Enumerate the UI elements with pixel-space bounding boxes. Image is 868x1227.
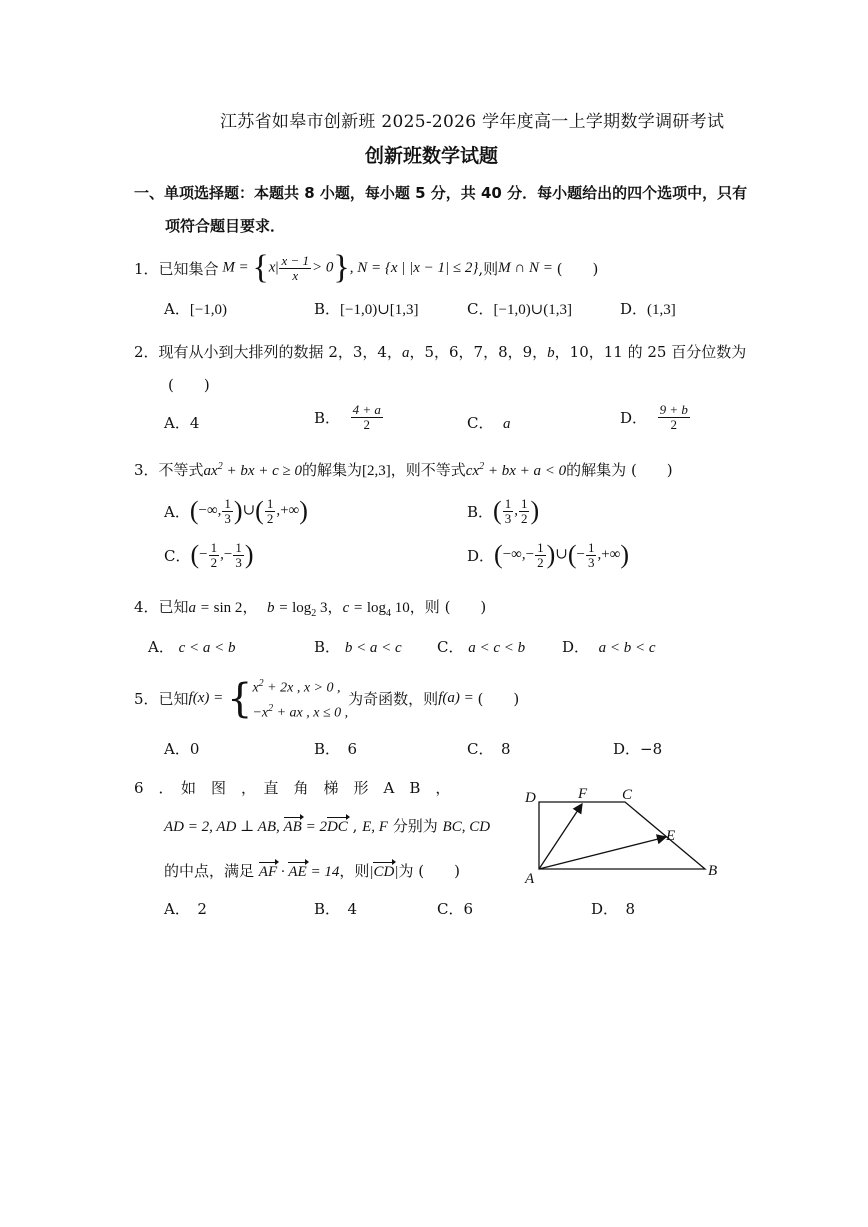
- q1-set-n: , N = {x | |x − 1| ≤ 2}: [349, 259, 479, 276]
- exam-title: 江苏省如皋市创新班 2025-2026 学年度高一上学期数学调研考试: [220, 112, 725, 132]
- q4-option-a: A． c < a < b: [148, 638, 236, 656]
- q1-intersection: M ∩ N =: [498, 259, 557, 276]
- q3-option-c: C． (− $\frac{1}{2}$ ,− $\frac{1}{3}$ ): [164, 539, 254, 570]
- question-5: 5．已知 f(x) = { $x^2 + 2x$ , x > 0 , $-x^2$ + ax , x ≤ 0 , 为奇函数，则 f(a) = ( ): [134, 675, 520, 722]
- label-f: F: [578, 786, 588, 802]
- question-6-line3: 的中点，满足 AF · AE = 14，则|CD|为 ( ): [164, 862, 460, 880]
- q1-tail: ,则: [478, 259, 499, 278]
- q3-option-d: D． (−∞,− $\frac{1}{2}$ )∪(− $\frac{1}{3}$ ,+∞): [467, 539, 630, 570]
- label-b: B: [708, 863, 718, 879]
- q5-option-d: D．−8: [613, 740, 663, 758]
- q2-option-d: D． $\frac{9 + b}{2}$: [620, 402, 688, 432]
- q1-option-d: D．(1,3]: [620, 300, 676, 318]
- q1-option-c: C．[−1,0)∪(1,3]: [467, 300, 572, 318]
- q6-option-a: A． 2: [164, 900, 207, 918]
- label-d: D: [525, 790, 536, 806]
- q4-option-c: C． a < c < b: [437, 638, 526, 656]
- question-1: [134, 250, 598, 286]
- q2-paren: ( ): [168, 376, 210, 394]
- question-4: 4．已知a = sin 2， $b = \log_2 3$，$c = \log_4 10$，则 ( ): [134, 598, 487, 619]
- q5-option-a: A．0: [164, 740, 200, 758]
- label-a: A: [525, 871, 535, 887]
- q2-option-b: B． $\frac{4 + a}{2}$: [314, 402, 381, 432]
- q4-option-d: D． a < b < c: [562, 638, 656, 656]
- q4-option-b: B． b < a < c: [314, 638, 402, 656]
- question-2: 2．现有从小到大排列的数据 2，3，4，a，5，6，7，8，9，b，10，11 的 25 百分位数为: [134, 343, 747, 361]
- trapezoid-outline: [539, 802, 705, 869]
- q5-option-b: B． 6: [314, 740, 358, 758]
- q1-option-b: B．[−1,0)∪[1,3]: [314, 300, 419, 318]
- vector-ae: [539, 837, 666, 869]
- label-c: C: [622, 787, 633, 803]
- q6-option-b: B． 4: [314, 900, 358, 918]
- q1-paren: ( ): [556, 259, 599, 278]
- page-subtitle: 创新班数学试题: [365, 145, 499, 167]
- trapezoid-figure: [515, 782, 735, 887]
- question-6-line1: 6 ． 如 图 ， 直 角 梯 形 A B ，: [134, 779, 451, 797]
- section-heading-cont: 项符合题目要求．: [165, 217, 286, 235]
- q2-option-c: C． a: [467, 414, 511, 432]
- section-heading: 一、单项选择题：本题共 8 小题，每小题 5 分，共 40 分．每小题给出的四个选项中，只有: [134, 184, 748, 202]
- q5-option-c: C． 8: [467, 740, 511, 758]
- q1-lead: 已知集合: [158, 259, 219, 278]
- question-3: 3．不等式$ax^2$ + bx + c ≥ 0的解集为[2,3]，则不等式$cx^2$ + bx + a < 0的解集为 ( ): [134, 461, 673, 479]
- q6-option-d: D． 8: [591, 900, 636, 918]
- q3-option-b: B． ( $\frac{1}{3}$ , $\frac{1}{2}$ ): [467, 495, 540, 526]
- q3-option-a: A． (−∞, $\frac{1}{3}$ )∪( $\frac{1}{2}$ ,+∞): [164, 495, 308, 526]
- q1-number: 1．: [134, 259, 159, 278]
- question-6-line2: AD = 2, AD ⊥ AB, AB = 2DC , E, F 分别为 BC, CD: [164, 817, 491, 835]
- q1-set-m: M = {x| $\frac{x - 1}{x}$ > 0}: [218, 249, 350, 286]
- label-e: E: [666, 828, 676, 844]
- q1-option-a: A．[−1,0): [164, 300, 228, 318]
- q6-option-c: C．6: [437, 900, 474, 918]
- q2-option-a: A．4: [164, 414, 200, 432]
